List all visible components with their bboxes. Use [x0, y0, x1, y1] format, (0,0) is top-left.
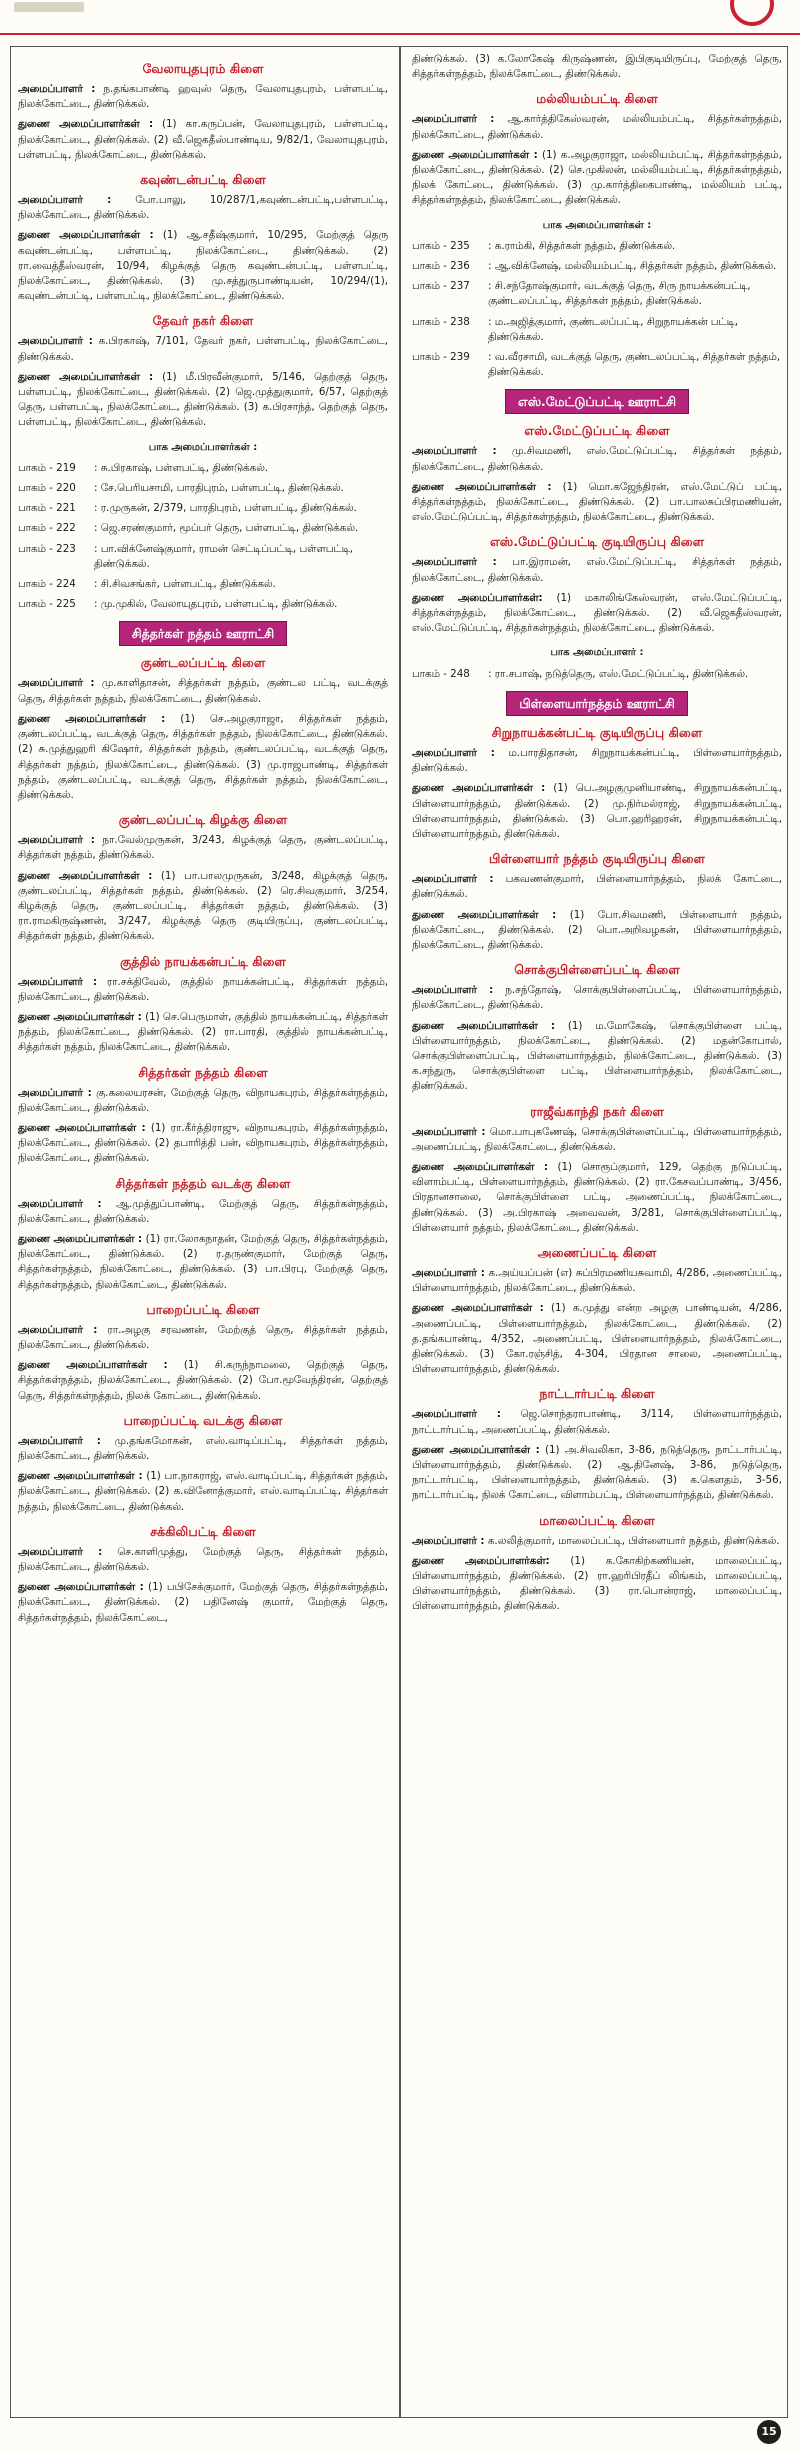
deputies-entry [18, 869, 388, 945]
deputies-text: (1) க.அழகுராஜா, மல்லியம்பட்டி, சித்தர்கள்நத்தம், நிலக்கோட்டை, திண்டுக்கல். (2) செ.முகிலன், மல்லியம்பட்டி, சித்தர்கள்நத்தம், நிலக் கோட்டை, திண்டுக்கல். (3) மு.கார்த்திகைபாண்டி, மல்லியம் பட்டி, சித்தர்கள்நத்தம், நிலக்கோட்டை, திண்டுக்கல். [412, 148, 782, 207]
panchayat-banner: பிள்ளையார்நத்தம் ஊராட்சி [506, 691, 687, 716]
booth-number: பாகம் - 236 [412, 260, 470, 273]
secretary-text: செ.காளிமுத்து, மேற்குத் தெரு, சித்தர்கள் நத்தம், நிலக்கோட்டை, திண்டுக்கல். [18, 1545, 388, 1574]
deputies-text: (1) க.முத்து என்ற அழகு பாண்டியன், 4/286, அணைப்பட்டி, பிள்ளையார்நத்தம், நிலக்கோட்டை, திண்டுக்கல். (2) த.தங்கபாண்டி, 4/352, அணைப்பட்டி, பிள்ளையார்நத்தம், நிலக்கோட்டை, திண்டுக்கல். (3) கோ.ரஞ்சித், 4-304, பிரதான சாலை, அணைப்பட்டி, பிள்ளையார்நத்தம், திண்டுக்கல். [412, 1302, 782, 1376]
booth-number: பாகம் - 225 [18, 598, 76, 611]
secretary-entry [412, 555, 782, 585]
booth-number: பாகம் - 235 [412, 239, 470, 252]
secretary-entry [412, 746, 782, 776]
deputies-text: (1) ம.மோகேஷ், சொக்குபிள்ளை பட்டி, பிள்ளையார்நத்தம், நிலக்கோட்டை, திண்டுக்கல். (2) மதன்கோபால், சொக்குபிள்ளைப்பட்டி, பிள்ளையார்நத்தம், நிலக்கோட்டை, திண்டுக்கல். (3) க.சந்துரு, சொக்குபிள்ளை பட்டி, பிள்ளையார்நத்தம், நிலக்கோட்டை, திண்டுக்கல். [412, 1019, 782, 1093]
branch-heading: சொக்குபிள்ளைப்பட்டி கிளை [514, 962, 680, 978]
booth-row [18, 577, 388, 592]
deputies-entry [412, 1301, 782, 1377]
booth-number: பாகம் - 238 [412, 315, 470, 328]
deputies-text: (1) அ.சிவலிகா, 3-86, நடுத்தெரு, நாட்டார்பட்டி, பிள்ளையார்நத்தம், திண்டுக்கல். (2) ஆ.தினேஷ், 3-86, நடுத்தெரு, நாட்டார்பட்டி, பிள்ளையார்நத்தம், திண்டுக்கல். (3) க.கௌதம், 3-56, நாட்டார்பட்டி, நிலக் கோட்டை, விளாம்பட்டி, பிள்ளையார்நத்தம், திண்டுக்கல். [412, 1443, 783, 1502]
deputies-text: (1) கா.கருப்பன், வேலாயுதபுரம், பள்ளபட்டி, நிலக்கோட்டை, திண்டுக்கல். (2) வீ.ஜெகதீஸ்பாண்டிய, 9/82/1, வேலாயுதபுரம், பள்ளபட்டி, நிலக்கோட்டை, திண்டுக்கல். [18, 118, 388, 161]
deputies-text: (1) க.கோகிற்கணியன், மாலைப்பட்டி, பிள்ளையார்நத்தம், திண்டுக்கல். (2) ரா.ஹரிபிரதீப் லிங்கம், மாலைப்பட்டி, பிள்ளையார்நத்தம், திண்டுக்கல். (3) ரா.பொன்ராஜ், மாலைப்பட்டி, பிள்ளையார்நத்தம், திண்டுக்கல். [412, 1554, 782, 1613]
secretary-text: ரா.சக்திவேல், குத்தில் நாயக்கன்பட்டி, சித்தர்கள் நத்தம், நிலக்கோட்டை, திண்டுக்கல். [18, 975, 389, 1003]
deputies-text: (1) பெ.அழகுமுனியாண்டி, சிறுநாயக்கன்பட்டி, பிள்ளையார்நத்தம், திண்டுக்கல். (2) மு.நிர்மல்ராஜ், சிறுநாயக்கன்பட்டி, பிள்ளையார்நத்தம், திண்டுக்கல். (3) பொ.ஹரிஹரன், சிறுநாயக்கன்பட்டி, பிள்ளையார்நத்தம், திண்டுக்கல். [412, 782, 782, 840]
booth-person: : ம.அஜித்குமார், குண்டலப்பட்டி, சிறுநாயக்கன் பட்டி, திண்டுக்கல். [488, 315, 739, 343]
secretary-entry [18, 1323, 388, 1353]
booth-organizers-1 [18, 440, 388, 613]
right-column [412, 52, 782, 1620]
branch-heading: எஸ்.மேட்டுப்பட்டி குடியிருப்பு கிளை [489, 534, 705, 550]
deputies-label: துணை அமைப்பாளர்கள் : [412, 908, 557, 921]
deputies-label: துணை அமைப்பாளர்கள் : [18, 118, 154, 131]
secretary-entry [18, 1545, 388, 1575]
secretary-label: அமைப்பாளர் : [18, 1086, 92, 1099]
secretary-text: மு.தங்கமோகன், எஸ்.வாடிப்பட்டி, சித்தர்கள் நத்தம், நிலக்கோட்டை, திண்டுக்கல். [18, 1434, 389, 1462]
deputies-entry [412, 1019, 782, 1095]
deputies-label: துணை அமைப்பாளர்கள் : [18, 1232, 143, 1245]
booth-number: பாகம் - 221 [18, 502, 76, 515]
booth-row [18, 481, 388, 496]
booth-person: : பா.விக்னேஷ்குமார், ராமன் செட்டிப்பட்டி, பள்ளபட்டி, திண்டுக்கல். [94, 542, 354, 570]
secretary-entry [412, 1266, 782, 1296]
deputies-label: துணை அமைப்பாளர்கள் : [412, 782, 546, 795]
deputies-label: துணை அமைப்பாளர்கள் : [412, 148, 538, 161]
secretary-label: அமைப்பாளர் : [18, 975, 98, 988]
header-rule [0, 33, 800, 35]
branch-malliyampatti [412, 90, 782, 208]
deputies-text: (1) செ.அழகுராஜா, சித்தர்கள் நத்தம், குண்டலப்பட்டி, வடக்குத் தெரு, சித்தர்கள் நத்தம், நிலக்கோட்டை, திண்டுக்கல். (2) சு.முத்துஹரி கிஷோர், சித்தர்கள் நத்தம், குண்டலப்பட்டி, வடக்குத் தெரு, சித்தர்கள் நத்தம், நிலக்கோட்டை, திண்டுக்கல். (3) மு.ராஜபாண்டி, சித்தர்கள் நத்தம், குண்டலப்பட்டி, வடக்குத் தெரு, சித்தர்கள் நத்தம், நிலக்கோட்டை, திண்டுக்கல். [18, 712, 388, 801]
branch-heading: அணைப்பட்டி கிளை [537, 1244, 657, 1260]
secretary-text: நா.வேல்முருகன், 3/243, கிழக்குத் தெரு, குண்டலப்பட்டி, சித்தர்கள் நத்தம், திண்டுக்கல். [18, 834, 388, 862]
deputies-entry [18, 1010, 388, 1056]
secretary-text: ந.தங்கபாண்டி ஹவுஸ் தெரு, வேலாயுதபுரம், பள்ளபட்டி, நிலக்கோட்டை, திண்டுக்கல். [18, 83, 388, 111]
booth-person: : ஆ.விக்னேஷ், மல்லியம்பட்டி, சித்தர்கள் நத்தம், திண்டுக்கல். [488, 260, 777, 273]
secretary-label: அமைப்பாளர் : [18, 1545, 103, 1558]
secretary-text: ந.சந்தோஷ், சொக்குபிள்ளைப்பட்டி, பிள்ளையார்நத்தம், நிலக்கோட்டை, திண்டுக்கல். [412, 984, 782, 1012]
deputies-text: (1) பா.பாலமுருகன், 3/248, கிழக்குத் தெரு, குண்டலப்பட்டி, சித்தர்கள் நத்தம், திண்டுக்கல். (2) ரெ.சிவகுமார், 3/254, கிழக்குத் தெரு, குண்டலப்பட்டி, சித்தர்கள் நத்தம், திண்டுக்கல். (3) ரா.ராமகிருஷ்ணன், 3/247, கிழக்குத் தெரு குடியிருப்பு, குண்டலப்பட்டி, சித்தர்கள் நத்தம், திண்டுக்கல். [18, 869, 388, 943]
secretary-entry [18, 676, 388, 706]
secretary-entry [18, 193, 388, 223]
secretary-entry [18, 975, 388, 1005]
deputies-text: (1) சொரூப்குமார், 129, தெற்கு நடுப்பட்டி, விளாம்பட்டி, பிள்ளையார்நத்தம், திண்டுக்கல். (2) ரா.கேசவப்பாண்டி, 3/456, பிரதானசாலை, சொக்குபிள்ளை பட்டி, அணைப்பட்டி, நிலக்கோட்டை, திண்டுக்கல். (3) அ.பிரகாஷ் அவைவன், 3/281, சொக்குபிள்ளைப்பட்டி, பிள்ளையார் நத்தம், நிலக்கோட்டை, திண்டுக்கல். [412, 1160, 782, 1234]
booth-row [412, 279, 782, 309]
deputies-text: (1) பா.நாகராஜ், எஸ்.வாடிப்பட்டி, சித்தர்கள் நத்தம், நிலக்கோட்டை, திண்டுக்கல். (2) க.வினோத்குமார், எஸ்.வாடிப்பட்டி, சித்தர்கள் நத்தம், நிலக்கோட்டை, திண்டுக்கல். [18, 1470, 388, 1513]
booth-row [412, 259, 782, 274]
booth-row [18, 597, 388, 612]
deputies-entry [18, 1232, 388, 1293]
deputies-label: துணை அமைப்பாளர்கள் : [18, 1359, 168, 1372]
branch-heading: மாலைப்பட்டி கிளை [539, 1512, 655, 1528]
branch-s-mettuppatti [412, 422, 782, 525]
branch-heading: குத்தில் நாயக்கன்பட்டி கிளை [120, 953, 286, 969]
booth-row [18, 461, 388, 476]
booth-person: : ரா.சபாஷ், நடுத்தெரு, எஸ்.மேட்டுப்பட்டி, திண்டுக்கல். [488, 667, 749, 680]
deputies-entry [412, 1554, 782, 1615]
deputies-entry [412, 591, 782, 637]
secretary-entry [18, 82, 388, 112]
deputies-text: (1) ரா.கீர்த்திராஜு, விநாயகபுரம், சித்தர்கள்நத்தம், நிலக்கோட்டை, திண்டுக்கல். (2) தபாரித்தி பன், விநாயகபுரம், சித்தர்கள்நத்தம், நிலக்கோட்டை, திண்டுக்கல். [18, 1121, 388, 1165]
deputies-label: துணை அமைப்பாளர்கள்: [412, 1554, 550, 1567]
secretary-label: அமைப்பாளர் : [412, 1408, 501, 1421]
secretary-label: அமைப்பாளர் : [18, 1323, 98, 1336]
branch-heading: குண்டலப்பட்டி கிழக்கு கிளை [118, 812, 288, 828]
branch-thevar-nagar [18, 312, 388, 430]
booth-organizers-3 [412, 645, 782, 681]
booth-number: பாகம் - 223 [18, 542, 76, 555]
continuation-text: திண்டுக்கல். (3) க.லோகேஷ் கிருஷ்ணன், இபிகுடியிருப்பு, மேற்குத் தெரு, சித்தர்கள்நத்தம், நிலக்கோட்டை, திண்டுக்கல். [412, 53, 782, 81]
deputies-entry [412, 480, 782, 526]
secretary-text: க.பிரகாஷ், 7/101, தேவர் நகர், பள்ளபட்டி, நிலக்கோட்டை, திண்டுக்கல். [18, 335, 388, 363]
booth-heading: பாக அமைப்பாளர் : [550, 647, 644, 659]
deputies-entry [412, 908, 782, 954]
deputies-text: (1) ஆ.சதீஷ்குமார், 10/295, மேற்குத் தெரு கவுண்டன்பட்டி, பள்ளபட்டி, நிலக்கோட்டை, திண்டுக்கல். (2) ரா.வைத்தீஸ்வரன், 10/94, கிழக்குத் தெரு கவுண்டன்பட்டி, பள்ளபட்டி, நிலக்கோட்டை, திண்டுக்கல். (3) மு.சத்துருபாண்டியன், 10/294/(1), கவுண்டன்பட்டி, பள்ளபட்டி, நிலக்கோட்டை, திண்டுக்கல். [18, 229, 389, 303]
branch-heading: சக்கிலிபட்டி கிளை [150, 1523, 256, 1539]
booth-person: : மு.முகில், வேலாயுதபுரம், பள்ளபட்டி, திண்டுக்கல். [94, 598, 338, 611]
booth-number: பாகம் - 248 [412, 667, 470, 680]
secretary-entry [412, 1534, 782, 1549]
deputies-text: (1) போ.சிவமணி, பிள்ளையார் நத்தம், நிலக்கோட்டை, திண்டுக்கல். (2) பொ.அறிவழகன், பிள்ளையார்நத்தம், நிலக்கோட்டை, திண்டுக்கல். [412, 908, 782, 951]
secretary-label: அமைப்பாளர் : [18, 83, 96, 95]
booth-number: பாகம் - 239 [412, 351, 470, 364]
booth-person: : சே.பெரியசாமி, பாரதிபுரம், பள்ளபட்டி, திண்டுக்கல். [94, 482, 344, 495]
secretary-entry [412, 112, 782, 142]
booth-row [18, 542, 388, 572]
branch-heading: ராஜீவ்காந்தி நகர் கிளை [530, 1103, 664, 1119]
secretary-label: அமைப்பாளர் : [18, 1434, 101, 1447]
deputies-text: (1) சி.கருந்நாமலை, தெற்குத் தெரு, சித்தர்கள்நத்தம், நிலக்கோட்டை, திண்டுக்கல். (2) போ.மூவேந்திரன், தெற்குத் தெரு, சித்தர்கள்நத்தம், நிலக் கோட்டை, திண்டுக்கல். [18, 1359, 388, 1402]
deputies-label: துணை அமைப்பாளர்கள் : [412, 480, 552, 493]
deputies-entry [412, 1443, 782, 1504]
booth-person: : வ.வீரசாமி, வடக்குத் தெரு, குண்டலப்பட்டி, சித்தர்கள் நத்தம், திண்டுக்கல். [488, 351, 781, 379]
deputies-entry [18, 117, 388, 163]
deputies-label: துணை அமைப்பாளர்கள் : [412, 1160, 549, 1173]
branch-heading: சிறுநாயக்கன்பட்டி குடியிருப்பு கிளை [491, 724, 703, 740]
secretary-entry [18, 1434, 388, 1464]
branch-siththargal-natham-north [18, 1175, 388, 1293]
secretary-text: க.லலித்குமார், மாலைப்பட்டி, பிள்ளையார் நத்தம், திண்டுக்கல். [487, 1534, 780, 1547]
deputies-label: துணை அமைப்பாளர்கள்: [412, 591, 543, 604]
deputies-text: (1) ரா.லோகநாதன், மேற்குத் தெரு, சித்தர்கள்நத்தம், நிலக்கோட்டை, திண்டுக்கல். (2) ர.தருண்குமார், மேற்குத் தெரு, சித்தர்கள்நத்தம், நிலக்கோட்டை, திண்டுக்கல். (3) பா.பிரபு, மேற்குத் தெரு, சித்தர்கள்நத்தம், நிலக்கோட்டை, திண்டுக்கல். [18, 1232, 388, 1291]
deputies-entry [18, 370, 388, 431]
branch-kundalapatti-east [18, 811, 388, 944]
branch-sakkilipatti [18, 1523, 388, 1626]
secretary-entry [412, 1125, 782, 1155]
deputies-label: துணை அமைப்பாளர்கள் : [18, 1010, 142, 1023]
booth-heading: பாக அமைப்பாளர்கள் : [148, 441, 258, 453]
booth-number: பாகம் - 224 [18, 578, 76, 591]
secretary-label: அமைப்பாளர் : [412, 445, 497, 458]
secretary-entry [18, 1197, 388, 1227]
booth-person: : ஜெ.சரண்குமார், மூப்பர் தெரு, பள்ளபட்டி, திண்டுக்கல். [94, 522, 359, 535]
secretary-label: அமைப்பாளர் : [412, 1534, 485, 1547]
branch-malaippatti [412, 1512, 782, 1615]
secretary-label: அமைப்பாளர் : [412, 1125, 486, 1138]
deputies-label: துணை அமைப்பாளர்கள் : [412, 1443, 540, 1456]
secretary-entry [412, 983, 782, 1013]
booth-row [412, 350, 782, 380]
secretary-text: க.அய்யப்பன் (எ) சுப்பிரமணியசுவாமி, 4/286, அணைப்பட்டி, பிள்ளையார்நத்தம், நிலக்கோட்டை, திண்டுக்கல். [412, 1266, 782, 1295]
branch-s-mettuppatti-kudiyiruppu [412, 533, 782, 636]
booth-person: : க.ராம்கி, சித்தர்கள் நத்தம், திண்டுக்கல். [488, 239, 676, 252]
deputies-label: துணை அமைப்பாளர்கள் : [18, 869, 153, 882]
booth-person: : சு.பிரகாஷ், பள்ளபட்டி, திண்டுக்கல். [94, 461, 269, 474]
secretary-label: அமைப்பாளர் : [18, 194, 112, 207]
branch-heading: கவுண்டன்பட்டி கிளை [140, 172, 266, 188]
secretary-entry [412, 444, 782, 474]
branch-nattarpatti [412, 1385, 782, 1503]
secretary-text: பா.இராமன், எஸ்.மேட்டுப்பட்டி, சித்தர்கள் நத்தம், நிலக்கோட்டை, திண்டுக்கல். [412, 556, 782, 584]
branch-kundalapatti [18, 654, 388, 803]
deputies-label: துணை அமைப்பாளர்கள் : [18, 1470, 143, 1483]
branch-sokkupillaipatti [412, 961, 782, 1094]
booth-number: பாகம் - 237 [412, 280, 470, 293]
secretary-entry [18, 1086, 388, 1116]
secretary-text: போ.பாலு, 10/287/1,கவுண்டன்பட்டி,பள்ளபட்டி, நிலக்கோட்டை, திண்டுக்கல். [18, 194, 388, 222]
secretary-label: அமைப்பாளர் : [412, 984, 494, 997]
deputies-text: (1) மகாலிங்கேஸ்வரன், எஸ்.மேட்டுப்பட்டி, சித்தர்கள்நத்தம், நிலக்கோட்டை, திண்டுக்கல். (2) வீ.ஜெகதீஸ்வரன், எஸ்.மேட்டுப்பட்டி, சித்தர்கள்நத்தம், நிலக்கோட்டை, திண்டுக்கல். [412, 591, 782, 635]
secretary-label: அமைப்பாளர் : [412, 1266, 485, 1279]
secretary-text: கு.கலையரசன், மேற்குத் தெரு, விநாயகபுரம், சித்தர்கள்நத்தம், நிலக்கோட்டை, திண்டுக்கல். [18, 1086, 388, 1114]
deputies-text: (1) மீ.பிரவீன்குமார், 5/146, தெற்குத் தெரு, பள்ளபட்டி, நிலக்கோட்டை, திண்டுக்கல். (2) ஜெ.முத்துகுமார், 6/57, தெற்குத் தெரு, பள்ளபட்டி, நிலக்கோட்டை, திண்டுக்கல். (3) க.பிரசாந்த், தெற்குத் தெரு, பள்ளபட்டி, நிலக்கோட்டை, திண்டுக்கல். [18, 370, 388, 429]
branch-heading: பிள்ளையார் நத்தம் குடியிருப்பு கிளை [489, 851, 705, 867]
deputies-label: துணை அமைப்பாளர்கள் : [412, 1019, 555, 1032]
branch-paraippatti [18, 1301, 388, 1404]
secretary-text: ரா.அழகு சரவணன், மேற்குத் தெரு, சித்தர்கள் நத்தம், நிலக்கோட்டை, திண்டுக்கல். [18, 1323, 388, 1351]
deputies-label: துணை அமைப்பாளர்கள் : [18, 370, 154, 383]
panchayat-banner-wrap [412, 389, 782, 414]
secretary-text: ஆ.கார்த்திகேஸ்வரன், மல்லியம்பட்டி, சித்தர்கள்நத்தம், நிலக்கோட்டை, திண்டுக்கல். [412, 113, 782, 141]
deputies-label: துணை அமைப்பாளர்கள் : [412, 1302, 544, 1315]
booth-person: : சி.சந்தோஷ்குமார், வடக்குத் தெரு, சிரு நாயக்கன்பட்டி, குண்டலப்பட்டி, சித்தர்கள் நத்தம், திண்டுக்கல். [488, 280, 751, 308]
secretary-text: ஆ.முத்துப்பாண்டி, மேற்குத் தெரு, சித்தர்கள்நத்தம், நிலக்கோட்டை, திண்டுக்கல். [18, 1197, 388, 1225]
branch-heading: நாட்டார்பட்டி கிளை [539, 1386, 655, 1402]
deputies-label: துணை அமைப்பாளர்கள் : [18, 1581, 144, 1594]
column-divider [399, 46, 401, 2418]
deputies-text: (1) பபிசேக்குமார், மேற்குத் தெரு, சித்தர்கள்நத்தம், நிலக்கோட்டை, திண்டுக்கல். (2) பதினேஷ் குமார், மேற்குத் தெரு, சித்தர்கள்நத்தம், நிலக்கோட்டை, [18, 1581, 388, 1624]
branch-heading: குண்டலப்பட்டி கிளை [140, 655, 266, 671]
secretary-text: ம.பாரதிதாசன், சிறுநாயக்கன்பட்டி, பிள்ளையார்நத்தம், திண்டுக்கல். [412, 746, 782, 775]
booth-row [18, 501, 388, 516]
deputies-entry [18, 1580, 388, 1626]
header-fragment [14, 2, 84, 12]
deputies-text: (1) செ.பெருமாள், குத்தில் நாயக்கன்பட்டி, சித்தர்கள் நத்தம், நிலக்கோட்டை, திண்டுக்கல். (2) ரா.பாரதி, குத்தில் நாயக்கன்பட்டி, சித்தர்கள் நத்தம், நிலக்கோட்டை, திண்டுக்கல். [18, 1010, 389, 1054]
booth-organizers-2 [412, 218, 782, 381]
secretary-entry [412, 1407, 782, 1437]
branch-paraippatti-north [18, 1412, 388, 1515]
branch-heading: தேவர் நகர் கிளை [152, 313, 254, 329]
left-column [18, 52, 388, 1631]
secretary-label: அமைப்பாளர் : [18, 1197, 102, 1210]
booth-number: பாகம் - 222 [18, 522, 76, 535]
secretary-entry [18, 334, 388, 364]
branch-heading: மல்லியம்பட்டி கிளை [536, 91, 658, 107]
deputies-entry [412, 1160, 782, 1236]
deputies-entry [18, 1121, 388, 1167]
booth-row [412, 315, 782, 345]
secretary-text: மொ.பாபுகணேஷ், சொக்குபிள்ளைப்பட்டி, பிள்ளையார்நத்தம், அணைப்பட்டி, நிலக்கோட்டை, திண்டுக்கல். [412, 1125, 782, 1153]
secretary-label: அமைப்பாளர் : [412, 873, 494, 886]
branch-heading: சித்தர்கள் நத்தம் கிளை [138, 1064, 268, 1080]
branch-heading: பாறைப்பட்டி வடக்கு கிளை [123, 1412, 283, 1428]
booth-person: : ர.முருகன், 2/379, பாரதிபுரம், பள்ளபட்டி, திண்டுக்கல். [94, 502, 357, 515]
booth-number: பாகம் - 220 [18, 482, 76, 495]
panchayat-banner-wrap [18, 621, 388, 646]
deputies-label: துணை அமைப்பாளர்கள் : [18, 229, 154, 242]
deputies-label: துணை அமைப்பாளர்கள் : [18, 1121, 146, 1134]
secretary-text: பகவணன்குமார், பிள்ளையார்நத்தம், நிலக் கோட்டை, திண்டுக்கல். [412, 873, 782, 901]
deputies-entry [18, 712, 388, 803]
booth-row [412, 667, 782, 682]
secretary-entry [412, 872, 782, 902]
panchayat-banner: சித்தர்கள் நத்தம் ஊராட்சி [119, 621, 287, 646]
branch-heading: சித்தர்கள் நத்தம் வடக்கு கிளை [115, 1175, 291, 1191]
branch-pillaiyar-natham-kudiyiruppu [412, 850, 782, 953]
branch-heading: பாறைப்பட்டி கிளை [146, 1301, 260, 1317]
booth-row [412, 239, 782, 254]
secretary-label: அமைப்பாளர் : [18, 834, 95, 847]
secretary-label: அமைப்பாளர் : [412, 556, 497, 569]
booth-number: பாகம் - 219 [18, 461, 76, 474]
booth-heading: பாக அமைப்பாளர்கள் : [542, 219, 652, 231]
secretary-text: மு.காளிதாசன், சித்தர்கள் நத்தம், குண்டல பட்டி, வடக்குத் தெரு, சித்தர்கள் நத்தம், நிலக்கோட்டை, திண்டுக்கல். [18, 677, 388, 705]
deputies-entry [412, 148, 782, 209]
deputies-entry [18, 1469, 388, 1515]
secretary-text: மு.சிவமணி, எஸ்.மேட்டுப்பட்டி, சித்தர்கள் நத்தம், நிலக்கோட்டை, திண்டுக்கல். [412, 445, 782, 473]
branch-heading: எஸ்.மேட்டுப்பட்டி கிளை [524, 423, 670, 439]
deputies-entry [18, 228, 388, 304]
secretary-label: அமைப்பாளர் : [18, 677, 95, 690]
branch-sirunayakkanpatti-kudiyiruppu [412, 724, 782, 842]
deputies-label: துணை அமைப்பாளர்கள் : [18, 712, 166, 725]
secretary-text: ஜெ.சொந்தராபாண்டி, 3/114, பிள்ளையார்நத்தம், நாட்டார்பட்டி, அணைப்பட்டி, திண்டுக்கல். [412, 1408, 782, 1436]
deputies-text: (1) மொ.கஜேந்திரன், எஸ்.மேட்டுப் பட்டி, சித்தர்கள்நத்தம், நிலக்கோட்டை, திண்டுக்கல். (2) பா.பாலசுப்பிரமணியன், எஸ்.மேட்டுப்பட்டி, சித்தர்கள்நத்தம், நிலக்கோட்டை, திண்டுக்கல். [412, 480, 782, 524]
branch-kuthil-nayakkanpatti [18, 953, 388, 1056]
deputies-entry [18, 1358, 388, 1404]
panchayat-banner-wrap [412, 691, 782, 716]
page-number: 15 [757, 2420, 781, 2444]
booth-person: : சி.சிவசங்கர், பள்ளபட்டி, திண்டுக்கல். [94, 578, 276, 591]
secretary-entry [18, 833, 388, 863]
booth-row [18, 521, 388, 536]
deputies-entry [412, 781, 782, 842]
panchayat-banner: எஸ்.மேட்டுப்பட்டி ஊராட்சி [505, 389, 689, 414]
secretary-label: அமைப்பாளர் : [412, 113, 495, 126]
page-header [0, 0, 800, 36]
branch-siththargal-natham [18, 1064, 388, 1167]
branch-rajiv-gandhi-nagar [412, 1103, 782, 1236]
branch-kavundanpatti [18, 171, 388, 304]
secretary-label: அமைப்பாளர் : [18, 335, 93, 348]
branch-heading: வேலாயுதபுரம் கிளை [142, 61, 264, 76]
branch-anaippatti [412, 1244, 782, 1377]
branch-velayudhapuram [18, 60, 388, 163]
secretary-label: அமைப்பாளர் : [412, 746, 495, 759]
